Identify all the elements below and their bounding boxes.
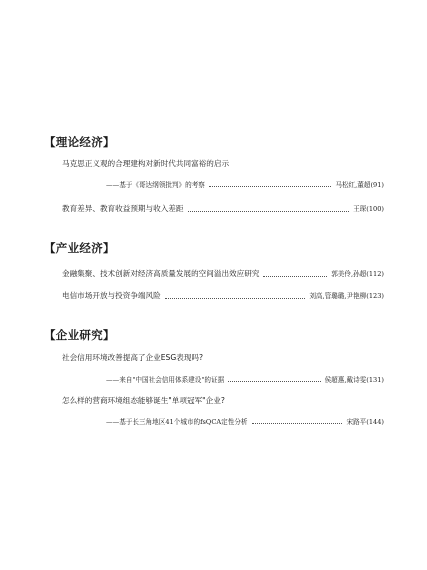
entry-authors: 刘高,管璐璐,尹艳柳 (309, 292, 367, 300)
entry-page-number: (91) (370, 181, 384, 189)
entry-authors: 宋路平 (346, 418, 367, 426)
entry-title[interactable]: 马克思正义观的合理建构对新时代共同富裕的启示 (62, 159, 230, 168)
toc-row[interactable] (106, 416, 384, 426)
entry-subtitle: ——基于《哥达纲领批判》的考察 (106, 181, 205, 189)
entry-authors: 王琛 (353, 205, 367, 213)
entry-page-number: (123) (366, 292, 384, 300)
entry-title[interactable]: 社会信用环境改善提高了企业ESG表现吗? (62, 353, 204, 362)
entry-title: 金融集聚、技术创新对经济高质量发展的空间溢出效应研究 (62, 269, 260, 278)
dot-leader (263, 275, 327, 277)
toc-row[interactable] (62, 203, 384, 214)
entry-page-number: (100) (366, 205, 384, 213)
dot-leader (209, 185, 331, 187)
section-title-enterprise-research: 【企业研究】 (44, 328, 115, 342)
toc-row[interactable] (106, 179, 384, 189)
section-title-theory-economics: 【理论经济】 (44, 135, 115, 149)
dot-leader (165, 297, 306, 299)
entry-page-number: (131) (366, 376, 384, 384)
entry-title[interactable]: 怎么样的营商环境组态能够诞生"单项冠军"企业? (62, 396, 225, 405)
entry-authors: 郭美伶,孙超 (331, 270, 367, 278)
entry-title: 教育差异、教育收益预期与收入差距 (62, 204, 184, 213)
toc-row[interactable] (62, 268, 384, 279)
entry-authors: 侯超惠,戴诗雯 (324, 376, 367, 384)
entry-subtitle: ——基于长三角地区41个城市的fsQCA定性分析 (106, 418, 248, 426)
toc-row[interactable] (106, 374, 384, 384)
toc-row[interactable] (62, 290, 384, 301)
entry-subtitle: ——来自"中国社会信用体系建设"的证据 (106, 376, 225, 384)
entry-page-number: (112) (366, 270, 384, 278)
dot-leader (252, 422, 343, 424)
dot-leader (188, 210, 350, 212)
entry-page-number: (144) (366, 418, 384, 426)
entry-title: 电信市场开放与投资争端风险 (62, 291, 161, 300)
entry-authors: 马松红,董超 (335, 181, 371, 189)
dot-leader (228, 380, 320, 382)
section-title-industrial-economics: 【产业经济】 (44, 241, 115, 255)
